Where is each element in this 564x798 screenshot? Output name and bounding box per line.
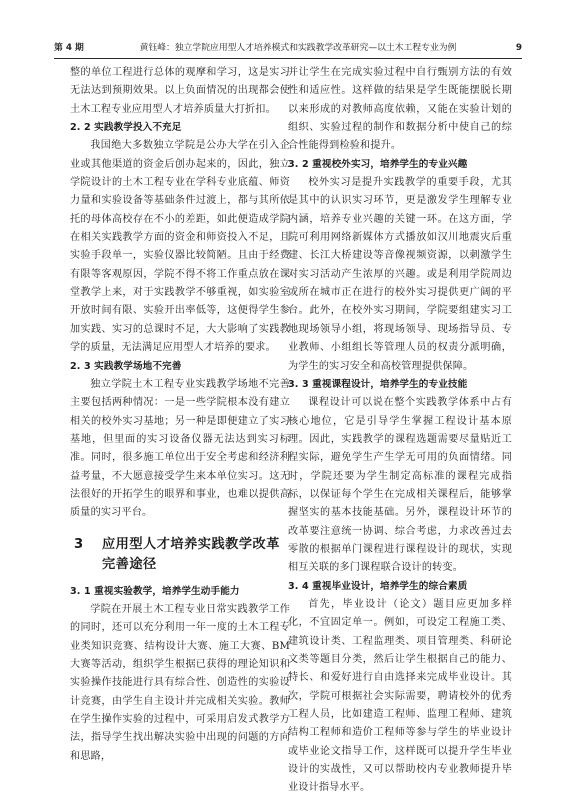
right-column: [288, 64, 512, 798]
heading-3-3: 3. 3 重视课程设计，培养学生的专业技能: [288, 378, 468, 390]
paragraph-2-3: 独立学院土木工程专业实践教学场地不完善主要包括两种情况：一是一些学院根本没有建立相关的校外实习基地；另一种是即便建立了实习基地，但里面的实习设备仪器无法达到实习标准。同时，很多施工单位出于安全考虑和经济利益考量，不大愿意接受学生来本单位实习。这无法很好的开拓学生的眼界和事业，也难以提供高质量的实习平台。: [70, 378, 290, 519]
running-header: [54, 40, 522, 59]
heading-2-3: 2. 3 实践教学场地不完善: [70, 360, 182, 372]
paragraph-intro-continued: 整的单位工程进行总体的观摩和学习，这是实习无法达到预期效果。以上负面情况的出现都会使土木工程专业应用型人才培养质量大打折扣。: [70, 67, 290, 115]
section-title: 应用型人才培养实践教学改革完善途径: [102, 536, 280, 572]
page-number: 9: [515, 43, 522, 53]
heading-3-4: 3. 4 重视毕业设计，培养学生的综合素质: [288, 580, 468, 592]
paragraph-3-3: 课程设计可以说在整个实践教学体系中占有核心地位，它是引导学生掌握工程设计基本原理。因此，实践教学的课程选题需要尽量贴近工程实际，避免学生产生学无可用的负面情绪。同时，学院还要为学生制定高标准的课程完成指标，以保证每个学生在完成相关课程后，能够掌握坚实的基本技能基础。另外，课程设计环节的改革要注意统一协调、综合考虑，力求改善过去零散的根据单门课程进行课程设计的现状，实现相互关联的多门课程联合设计的转变。: [288, 397, 512, 574]
paragraph-3-1-continued: 并让学生在完成实验过程中自行甄别方法的有效性和适应性。这样做的结果是学生既能摆脱长期以来形成的对教师高度依赖，又能在实验计划的组织、实验过程的制作和数据分析中使自己的综合性能得到检验和提升。: [288, 67, 512, 152]
running-title: 黄钰峰：独立学院应用型人才培养模式和实践教学改革研究—以土木工程专业为例: [139, 43, 457, 53]
left-column: [70, 64, 290, 766]
section-heading-3: [70, 535, 290, 575]
heading-3-2: 3. 2 重视校外实习，培养学生的专业兴趣: [288, 158, 468, 170]
heading-3-1: 3. 1 重视实验教学，培养学生动手能力: [70, 585, 240, 597]
paragraph-3-4: 首先，毕业设计（论文）题目应更加多样化，不宜固定单一。例如，可设定工程施工类、建筑设计类、工程监理类、项目管理类、科研论文类等题目分类，然后让学生根据自己的能力、特长、和爱好进行自由选择来完成毕业设计。其次，学院可根据社会实际需要，聘请校外的优秀工程人员，比如建造工程师、监理工程师、建筑结构工程师和造价工程师等参与学生的毕业设计或毕业论文指导工作，这样既可以提升学生毕业设计的实战性，又可以帮助校内专业教师提升毕业设计指导水平。: [288, 598, 512, 794]
heading-2-2: 2. 2 实践教学投入不充足: [70, 122, 182, 134]
section-number: 3: [74, 536, 84, 552]
paragraph-3-1: 学院在开展土木工程专业日常实践教学工作的同时，还可以充分利用一年一度的土木工程专业类知识竞赛、结构设计大赛、施工大赛、BM 大赛等活动，组织学生根据已获得的理论知识和实验操作技能进行具有综合性、创造性的实验设计竞赛，由学生自主设计并完成相关实验。教师在学生操作实验的过程中，可采用启发式教学方法，指导学生找出解决实验中出现的问题的方向和思路，: [70, 603, 290, 762]
issue-number: 第 4 期: [54, 43, 84, 53]
paragraph-3-2: 校外实习是提升实践教学的重要手段，尤其是其中的认识实习环节，更是激发学生理解专业内涵，培养专业兴趣的关键一环。在这方面，学院可利用网络新媒体方式播放如汉川地震灾后重建、长江大桥建设等音像视频资源，以刺激学生对实习活动产生浓厚的兴趣。或是利用学院周边或所在城市正在进行的校外实习提供更广阔的平台。此外，在校外实习期间，学院要组建实习工地现场领导小组，将现场领导、现场指导员、专业教师、小组组长等管理人员的权责分派明确，为学生的实习安全和高校管理提供保障。: [288, 177, 512, 372]
paragraph-2-2: 我国绝大多数独立学院是公办大学在引入企业或其他渠道的资金后创办起来的，因此，独立学院设计的土木工程专业在学科专业底蕴、师资力量和实验设备等基础条件过渡上，都与其所依托的母体高校存在不小的差距，如此便造成学院在相关实践教学方面的资金和师资投入不足，且实验手段单一，实验仪器比较简陋。且由于经费有限等客观原因，学院不得不将工作重点放在课堂教学上来，对于实践教学不够重视，如实验室开放时间有限、实验开出率低等，这便得学生参加实践、实习的总课时不足，大大影响了实践教学的质量，无法满足应用型人才培养的要求。: [70, 140, 290, 354]
